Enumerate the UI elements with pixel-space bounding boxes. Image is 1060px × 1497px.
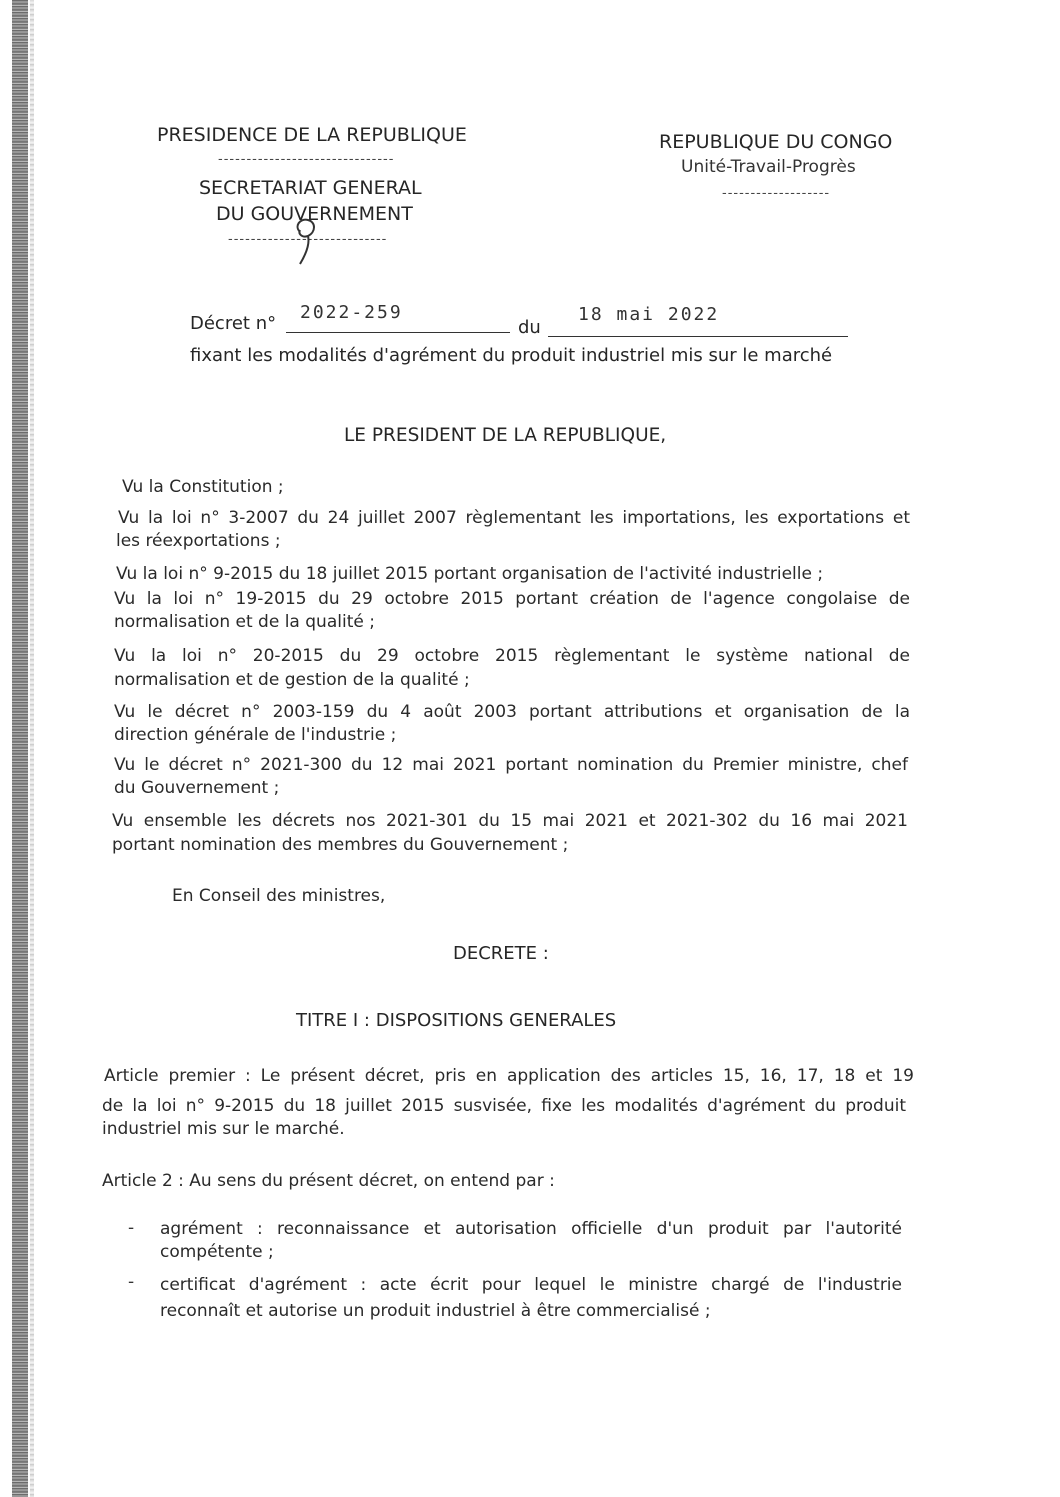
decree-number-underline: [286, 332, 510, 333]
presidence-heading: PRESIDENCE DE LA REPUBLIQUE: [157, 124, 467, 146]
visa-line: portant nomination des membres du Gouvernement ;: [112, 835, 569, 855]
article-1-line: industriel mis sur le marché.: [102, 1119, 345, 1139]
decree-subject: fixant les modalités d'agrément du produit industriel mis sur le marché: [190, 345, 833, 366]
definition-line: compétente ;: [160, 1242, 274, 1262]
header-left-separator-2: ----------------------------: [228, 232, 388, 247]
scan-binding-shadow: [30, 0, 34, 1497]
secretariat-heading: SECRETARIAT GENERAL: [199, 177, 422, 199]
visa-line: normalisation et de la qualité ;: [114, 612, 375, 632]
header-left-separator-1: -------------------------------: [218, 152, 395, 167]
visa-line: Vu la loi n° 3-2007 du 24 juillet 2007 règlementant les importations, les exportations et: [118, 508, 910, 528]
visa-line: Vu la loi n° 9-2015 du 18 juillet 2015 portant organisation de l'activité industrielle ;: [116, 564, 824, 584]
definition-line: agrément : reconnaissance et autorisation officielle d'un produit par l'autorité: [160, 1219, 902, 1239]
handwritten-annotation: [290, 214, 324, 268]
titre-heading: TITRE I : DISPOSITIONS GENERALES: [296, 1010, 617, 1031]
decree-date: 18 mai 2022: [578, 304, 720, 325]
definition-bullet: -: [128, 1218, 135, 1238]
visa-line: Vu la Constitution ;: [122, 477, 284, 497]
visa-line: Vu ensemble les décrets nos 2021-301 du 15 mai 2021 et 2021-302 du 16 mai 2021: [112, 811, 908, 831]
decrete-heading: DECRETE :: [453, 943, 549, 964]
definition-bullet: -: [128, 1272, 135, 1292]
visa-line: normalisation et de gestion de la qualité ;: [114, 670, 470, 690]
visa-line: Vu la loi n° 20-2015 du 29 octobre 2015 règlementant le système national de: [114, 646, 910, 666]
visa-line: Vu la loi n° 19-2015 du 29 octobre 2015 portant création de l'agence congolaise de: [114, 589, 910, 609]
gouvernement-heading: DU GOUVERNEMENT: [216, 203, 413, 225]
definition-line: reconnaît et autorise un produit industriel à être commercialisé ;: [160, 1301, 711, 1321]
article-1-line: de la loi n° 9-2015 du 18 juillet 2015 susvisée, fixe les modalités d'agrément du produit: [102, 1096, 906, 1116]
decree-label: Décret n°: [190, 313, 277, 334]
definition-line: certificat d'agrément : acte écrit pour lequel le ministre chargé de l'industrie: [160, 1275, 902, 1295]
header-right-separator: -------------------: [722, 186, 831, 201]
president-heading: LE PRESIDENT DE LA REPUBLIQUE,: [344, 425, 667, 446]
decree-date-underline: [548, 336, 848, 337]
visa-line: les réexportations ;: [116, 531, 281, 551]
visa-line: Vu le décret n° 2021-300 du 12 mai 2021 portant nomination du Premier ministre, chef: [114, 755, 908, 775]
visa-line: du Gouvernement ;: [114, 778, 280, 798]
national-motto: Unité-Travail-Progrès: [681, 157, 856, 177]
decree-du-label: du: [518, 317, 541, 338]
article-1-line: Article premier : Le présent décret, pris en application des articles 15, 16, 17, 18 et 19: [104, 1066, 914, 1086]
council-line: En Conseil des ministres,: [172, 886, 386, 906]
decree-number: 2022-259: [300, 302, 403, 323]
visa-line: Vu le décret n° 2003-159 du 4 août 2003 portant attributions et organisation de la: [114, 702, 910, 722]
visa-line: direction générale de l'industrie ;: [114, 725, 397, 745]
article-2-intro: Article 2 : Au sens du présent décret, on entend par :: [102, 1171, 555, 1191]
republique-heading: REPUBLIQUE DU CONGO: [659, 131, 893, 153]
scan-binding-edge: [12, 0, 28, 1497]
